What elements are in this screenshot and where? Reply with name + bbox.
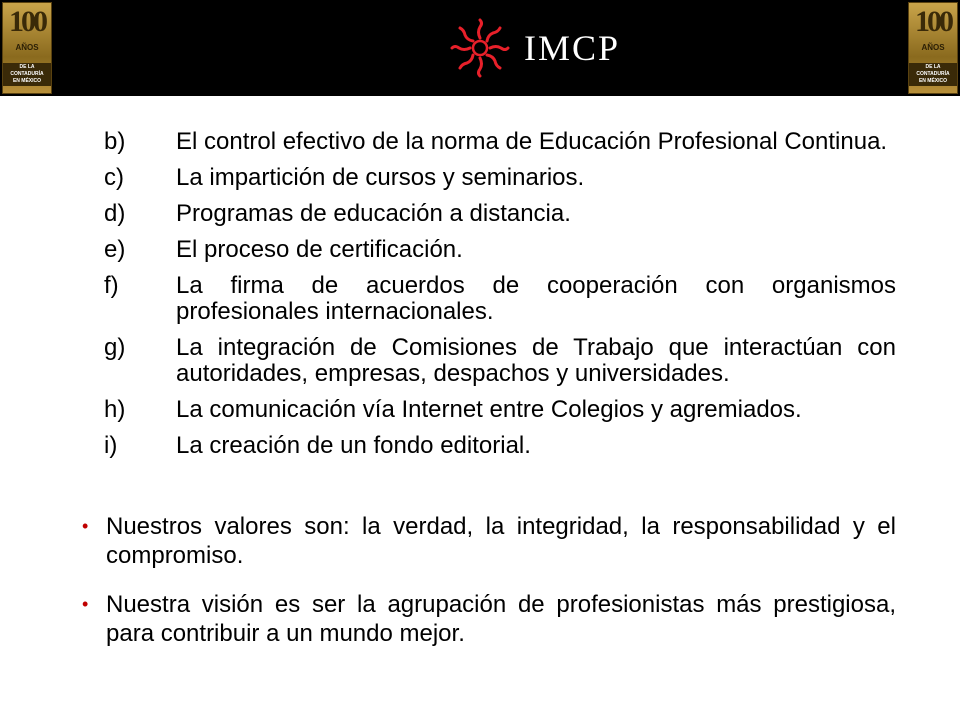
bullet-vision xyxy=(82,590,896,648)
centenary-badge-left xyxy=(2,2,52,94)
brand-name: IMCP xyxy=(524,28,621,68)
item-label: d) xyxy=(104,200,126,227)
badge-number: 100 xyxy=(915,5,951,38)
item-text: La creación de un fondo editorial. xyxy=(176,432,531,459)
item-label: b) xyxy=(104,128,126,155)
list-item xyxy=(104,165,896,191)
item-text: El control efectivo de la norma de Educación Profesional Continua. xyxy=(176,128,888,155)
item-label: e) xyxy=(104,236,126,263)
item-label: c) xyxy=(104,164,124,191)
item-label: h) xyxy=(104,396,126,423)
list-item xyxy=(104,237,896,263)
item-text: La firma de acuerdos de cooperación con organismos profesionales internacionales. xyxy=(176,272,896,325)
centenary-badge-right xyxy=(908,2,958,94)
item-text: El proceso de certificación. xyxy=(176,236,463,263)
item-text: La comunicación vía Internet entre Colegios y agremiados. xyxy=(176,396,802,423)
list-item xyxy=(104,201,896,227)
list-item xyxy=(104,129,896,155)
item-text: La integración de Comisiones de Trabajo que interactúan con autoridades, empresas, despachos y universidades. xyxy=(176,334,896,387)
imcp-sun-logo-icon xyxy=(450,18,510,78)
bullet-text: Nuestra visión es ser la agrupación de profesionistas más prestigiosa, para contribuir a un mundo mejor. xyxy=(106,591,896,647)
bullet-dot-icon: • xyxy=(82,516,89,536)
item-text: La impartición de cursos y seminarios. xyxy=(176,164,585,191)
item-label: g) xyxy=(104,334,126,361)
badge-line2: EN MÉXICO xyxy=(12,78,42,84)
bullet-text: Nuestros valores son: la verdad, la integridad, la responsabilidad y el compromiso. xyxy=(106,513,896,569)
header-bar xyxy=(0,0,960,96)
statements-list xyxy=(82,512,896,668)
list-item xyxy=(104,433,896,459)
badge-years: AÑOS xyxy=(15,43,39,52)
badge-subtitle xyxy=(3,63,51,86)
item-label: f) xyxy=(104,272,119,299)
bullet-dot-icon: • xyxy=(82,594,89,614)
badge-line1: DE LA CONTADURÍA xyxy=(916,64,950,77)
badge-line2: EN MÉXICO xyxy=(918,78,948,84)
bullet-values xyxy=(82,512,896,570)
item-label: i) xyxy=(104,432,118,459)
badge-line1: DE LA CONTADURÍA xyxy=(10,64,44,77)
badge-years: AÑOS xyxy=(921,43,945,52)
objectives-list xyxy=(104,129,896,469)
list-item xyxy=(104,397,896,423)
list-item xyxy=(104,273,896,325)
item-text: Programas de educación a distancia. xyxy=(176,200,571,227)
badge-subtitle xyxy=(909,63,957,86)
badge-number: 100 xyxy=(9,5,45,38)
list-item xyxy=(104,335,896,387)
